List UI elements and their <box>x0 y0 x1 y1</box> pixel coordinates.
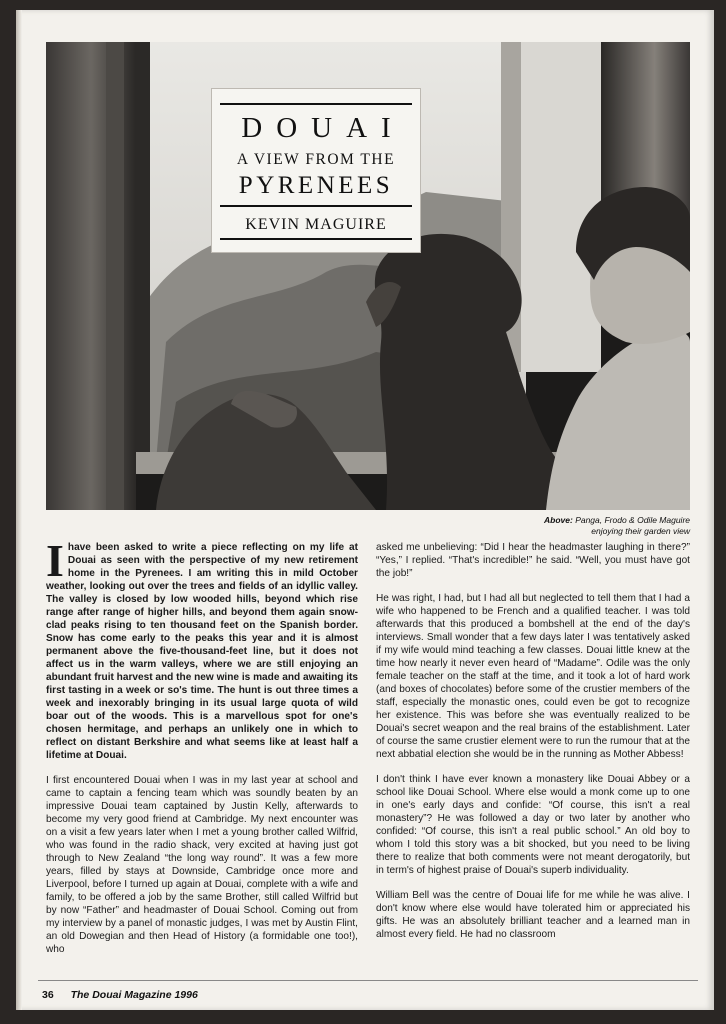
magazine-page <box>16 10 714 1010</box>
title-rule-bottom <box>220 238 412 240</box>
article-paragraph-2: I first encountered Douai when I was in my last year at school and came to captain a fencing team which was soundly beaten by an impressive Douai team captained by Justin Kelly, afterwards to become my very good friend at Cambridge. My next encounter was on a visit a few years later when I met a young brother called Wilfrid, who was found in the radio shack, very excited at having just got through to New Zealand “the long way round”. It was a few more years, filled by stays at Downside, Cambridge once more and Liverpool, before I turned up again at Douai, complete with a wife and family, to be offered a job by the same Brother, still called Wilfrid but by now “Father” and headmaster of Douai School. Coming out from my interview by a panel of monastic judges, I was met by Austin Flint, an old Dowegian and then Head of History (a formidable one too!), who <box>46 775 358 955</box>
title-rule-top <box>220 103 412 105</box>
title-subtitle: A VIEW FROM THE <box>236 151 396 168</box>
caption-line-2: enjoying their garden view <box>591 526 690 536</box>
page-footer <box>42 989 198 1001</box>
article-photo <box>46 42 690 510</box>
footer-rule <box>38 980 698 981</box>
drop-cap: I <box>46 535 64 586</box>
article-paragraph-3: asked me unbelieving: “Did I hear the headmaster laughing in there?” “Yes,” I replied. “That's incredible!” he said. “Well, you must have got the job!” <box>376 542 690 579</box>
title-pyrenees: PYRENEES <box>238 172 394 199</box>
title-douai: DOUAI <box>241 112 405 144</box>
intro-text: have been asked to write a piece reflecting on my life at Douai as seen with the perspective of my new retirement home in the Pyrenees. I am writing this in mild October weather, looking out over the trees and fields of an idyllic valley. The valley is closed by low wooded hills, beyond which rise range after range of higher hills, and beyond them again snow-clad peaks rising to ten thousand feet on the Spanish border. Snow has come early to the peaks this year and it is almost permanent above the five-thousand-feet line, but it does not affect us in the warm valleys, where we are still enjoying an abundant fruit harvest and the new wine is made and awaiting its first tasting in a week or so's time. The hunt is out three times a week and inexorably bringing in its usual large quota of wild boar out of the woods. This is a marvellous spot for one's chosen hermitage, and perhaps an unlikely one in which to reflect on distant Berkshire and what seems like at least half a lifetime at Douai. <box>46 542 358 761</box>
page-spine-shadow <box>16 10 22 1010</box>
article-column-right <box>376 541 690 953</box>
intro-paragraph <box>46 535 358 762</box>
page-number: 36 <box>42 989 54 1001</box>
author-name: KEVIN MAGUIRE <box>245 216 387 233</box>
publication-name: The Douai Magazine 1996 <box>70 989 198 1001</box>
photo-caption <box>370 515 690 537</box>
caption-line-1: Panga, Frodo & Odile Maguire <box>575 515 690 525</box>
title-box <box>211 88 421 253</box>
article-paragraph-4: He was right, I had, but I had all but neglected to tell them that I had a wife who happened to be French and a qualified teacher. I was told afterwards that this produced a bombshell at the end of the day's interviews. Small wonder that a few days later I was tentatively asked if my wife would mind teaching a few classes. Douai little knew at the time how nearly it never even heard of “Madame”. Odile was the only female teacher on the staff at the time, and it took a lot of hard work (and boxes of chocolates) before some of the crustier members of the staff, especially the monastic ones, could even be got to recognize her existence. This was before she was eventually realized to be Douai's secret weapon and the real brains of the establishment. Later of course the same crustier element were to run the rumour that at the next abbatial election she would be in the running as Mother Abbess! <box>376 593 690 760</box>
article-paragraph-5: I don't think I have ever known a monastery like Douai Abbey or a school like Douai School. Where else would a monk come up to one in one's early days and confide: “Of course, this isn't a real monastery”? He was followed a day or two later by another who confided: “Of course, this isn't a real public school.” An old boy to whom I told this story was a bit shocked, but you need to be living there to realize that both comments were not meant derogatorily, but in term's of highest praise of Douai's superb individuality. <box>376 774 690 876</box>
caption-lead: Above: <box>544 515 573 525</box>
title-rule-middle <box>220 205 412 207</box>
article-column-left <box>46 535 358 968</box>
article-paragraph-6: William Bell was the centre of Douai life for me while he was alive. I don't know where else would have tolerated him or appreciated his gifts. He was an absolutely brilliant teacher and a learned man in almost every field. He had no classroom <box>376 890 690 940</box>
